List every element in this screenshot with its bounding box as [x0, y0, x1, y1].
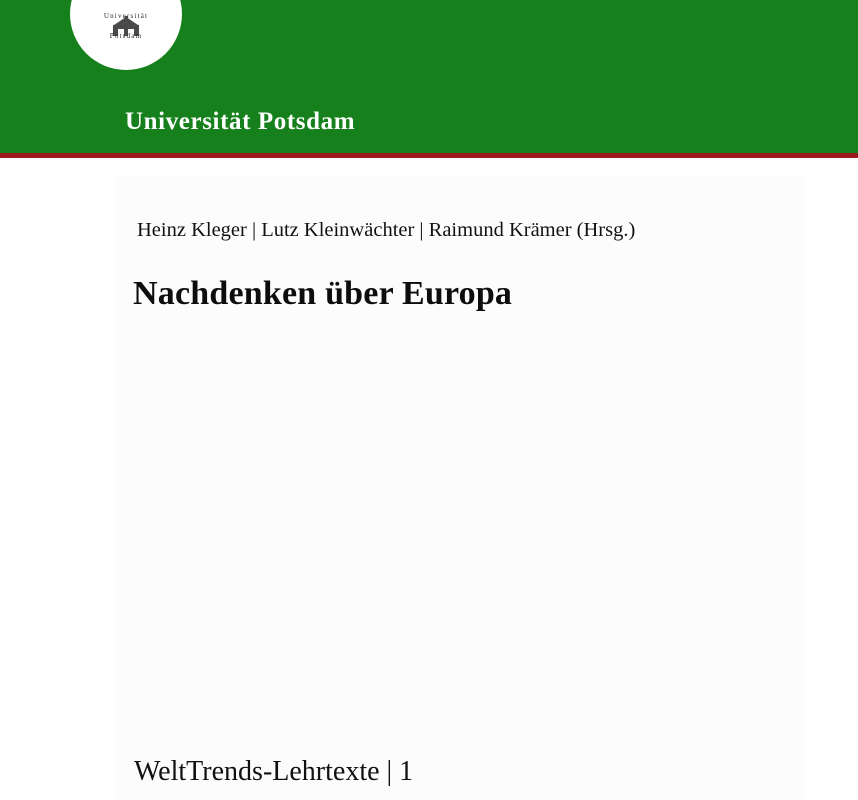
university-name: Universität Potsdam	[125, 108, 356, 135]
header-rule	[0, 153, 858, 158]
seal-text-top: Universität	[103, 12, 149, 20]
book-title: Nachdenken über Europa	[133, 275, 513, 312]
editors-line: Heinz Kleger | Lutz Kleinwächter | Raimund Krämer (Hrsg.)	[137, 219, 636, 241]
series-line: WeltTrends-Lehrtexte | 1	[134, 756, 414, 787]
seal-inner	[70, 0, 182, 70]
university-seal	[70, 0, 182, 70]
cover-page	[116, 175, 804, 800]
seal-text-bottom: Potsdam	[109, 32, 143, 40]
